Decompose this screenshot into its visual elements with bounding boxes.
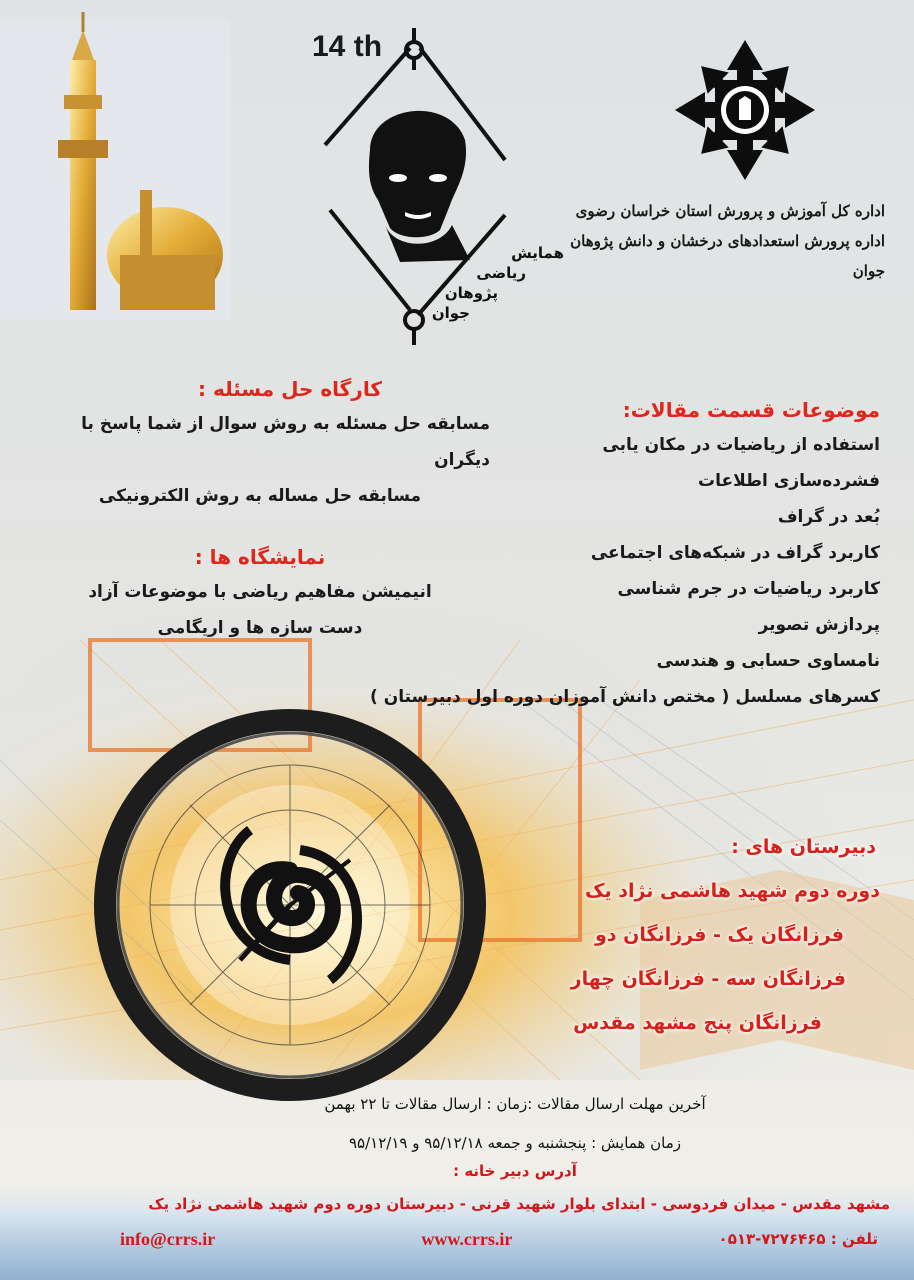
exhibitions-title: نمایشگاه ها : [194, 545, 326, 569]
logo-title [410, 240, 570, 326]
article-item: کاربرد گراف در شبکه‌های اجتماعی [590, 543, 880, 563]
deadline-text: آخرین مهلت ارسال مقالات :زمان : ارسال مقالات تا ۲۲ بهمن [324, 1095, 706, 1113]
article-item: پردازش تصویر [758, 615, 880, 635]
workshop-title: کارگاه حل مسئله : [198, 377, 382, 401]
exhibition-item: انیمیشن مفاهیم ریاضی با موضوعات آزاد [88, 582, 432, 602]
website-link[interactable]: www.crrs.ir [421, 1229, 513, 1249]
article-item: کاربرد ریاضیات در جرم شناسی [617, 579, 880, 599]
clock-graphic [105, 720, 475, 1090]
org-name [560, 196, 885, 286]
shrine-image [0, 12, 230, 320]
email-link[interactable]: info@crrs.ir [120, 1229, 216, 1249]
exhibitions-section [60, 540, 460, 646]
article-item: کسرهای مسلسل ( مختص دانش آموزان دوره اول دبیرستان ) [370, 687, 880, 707]
school-item: دوره دوم شهید هاشمی نژاد یک [585, 880, 880, 902]
address-title: آدرس دبیر خانه : [453, 1162, 577, 1180]
logo-line-3: پژوهان [444, 284, 498, 302]
workshop-section [30, 372, 490, 514]
phone-text: تلفن : ۷۲۷۶۴۶۵-۰۵۱۳ [718, 1230, 878, 1248]
school-item: فرزانگان پنج مشهد مقدس [573, 1012, 822, 1034]
org-line-1: اداره کل آموزش و پرورش استان خراسان رضوی [575, 202, 885, 220]
conference-dates: زمان همایش : پنجشنبه و جمعه ۹۵/۱۲/۱۸ و ۹۵/۱۲/۱۹ [349, 1134, 681, 1152]
contact-row [20, 1224, 890, 1254]
school-item: فرزانگان سه - فرزانگان چهار [570, 968, 846, 990]
exhibition-item: دست سازه ها و اریگامی [157, 618, 363, 638]
logo-line-2: ریاضی [476, 264, 526, 282]
schools-section [500, 825, 880, 1045]
article-item: بُعد در گراف [777, 507, 880, 527]
article-item: استفاده از ریاضیات در مکان یابی [602, 435, 880, 455]
schools-title: دبیرستان های : [731, 836, 876, 858]
articles-title: موضوعات قسمت مقالات: [622, 398, 880, 422]
workshop-item: مسابقه حل مسئله به روش سوال از شما پاسخ با دیگران [81, 414, 490, 470]
article-item: نامساوی حسابی و هندسی [656, 651, 880, 671]
workshop-item: مسابقه حل مساله به روش الکترونیکی [98, 486, 422, 506]
org-line-2: اداره پرورش استعدادهای درخشان و دانش پژوهان جوان [570, 232, 885, 280]
logo-line-4: جوان [431, 304, 470, 322]
edition-label: 14 th [312, 30, 383, 63]
address-text: مشهد مقدس - میدان فردوسی - ابتدای بلوار شهید قرنی - دبیرستان دوره دوم شهید هاشمی نژاد یک [148, 1195, 890, 1213]
school-item: فرزانگان یک - فرزانگان دو [595, 924, 844, 946]
article-item: فشرده‌سازی اطلاعات [698, 471, 880, 491]
footer [20, 1090, 890, 1254]
logo-line-1: همایش [511, 244, 564, 262]
